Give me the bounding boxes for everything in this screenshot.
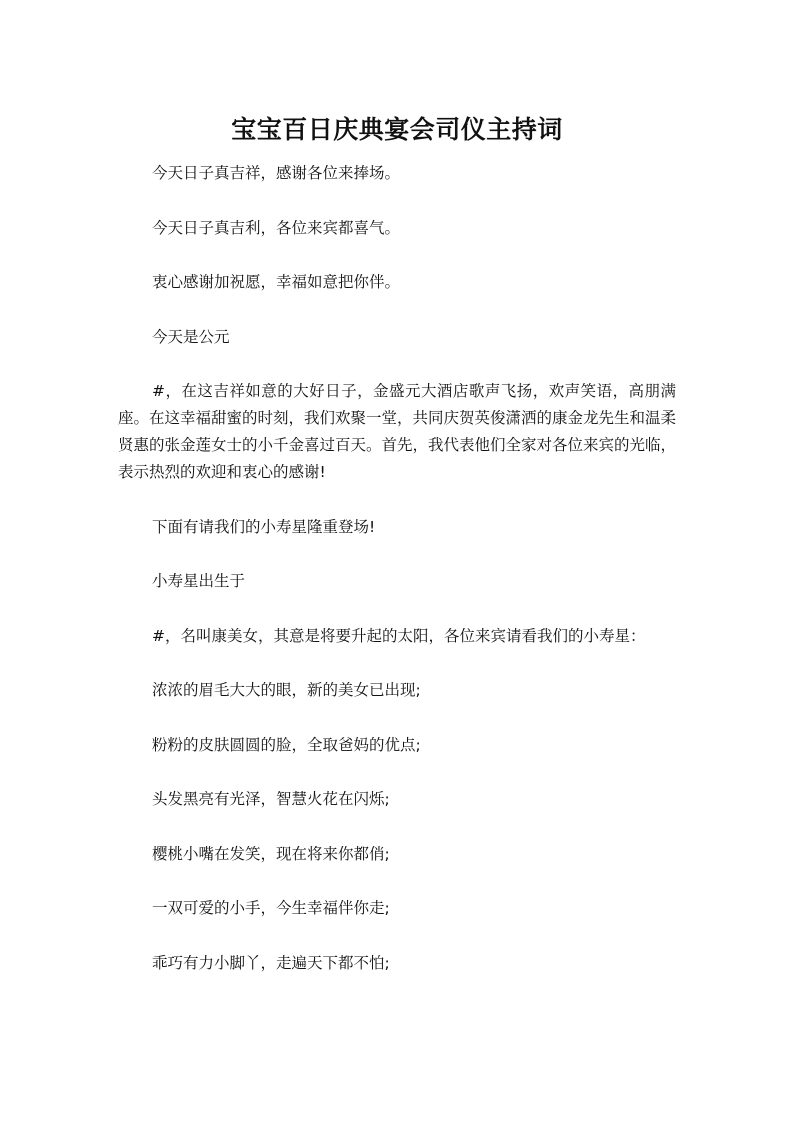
paragraph: 下面有请我们的小寿星隆重登场! <box>152 517 376 536</box>
paragraph: 今天日子真吉利，各位来宾都喜气。 <box>152 218 401 237</box>
document-title: 宝宝百日庆典宴会司仪主持词 <box>231 115 563 144</box>
paragraph: 今天是公元 <box>152 327 230 346</box>
paragraph: #，在这吉祥如意的大好日子，金盛元大酒店歌声飞扬，欢声笑语，高朋满座。在这幸福甜蜜的时刻，我们欢聚一堂，共同庆贺英俊潇洒的康金龙先生和温柔贤惠的张金莲女士的小千金喜过百天。首先，我代表他们全家对各位来宾的光临，表示热烈的欢迎和衷心的感谢! <box>118 382 677 481</box>
paragraph: 衷心感谢加祝愿，幸福如意把你伴。 <box>152 273 401 291</box>
paragraph: #，名叫康美女，其意是将要升起的太阳，各位来宾请看我们的小寿星： <box>152 626 646 645</box>
paragraph: 乖巧有力小脚丫，走遍天下都不怕; <box>152 953 390 972</box>
paragraph: 一双可爱的小手，今生幸福伴你走; <box>152 899 390 917</box>
paragraph: 浓浓的眉毛大大的眼，新的美女已出现; <box>152 681 421 699</box>
paragraph: 小寿星出生于 <box>152 572 246 590</box>
paragraph: 今天日子真吉祥，感谢各位来捧场。 <box>152 164 401 182</box>
document-body <box>118 160 676 1004</box>
paragraph: 樱桃小嘴在发笑，现在将来你都俏; <box>152 844 390 863</box>
paragraph: 粉粉的皮肤圆圆的脸，全取爸妈的优点; <box>152 735 421 754</box>
paragraph: 头发黑亮有光泽，智慧火花在闪烁; <box>152 790 390 808</box>
